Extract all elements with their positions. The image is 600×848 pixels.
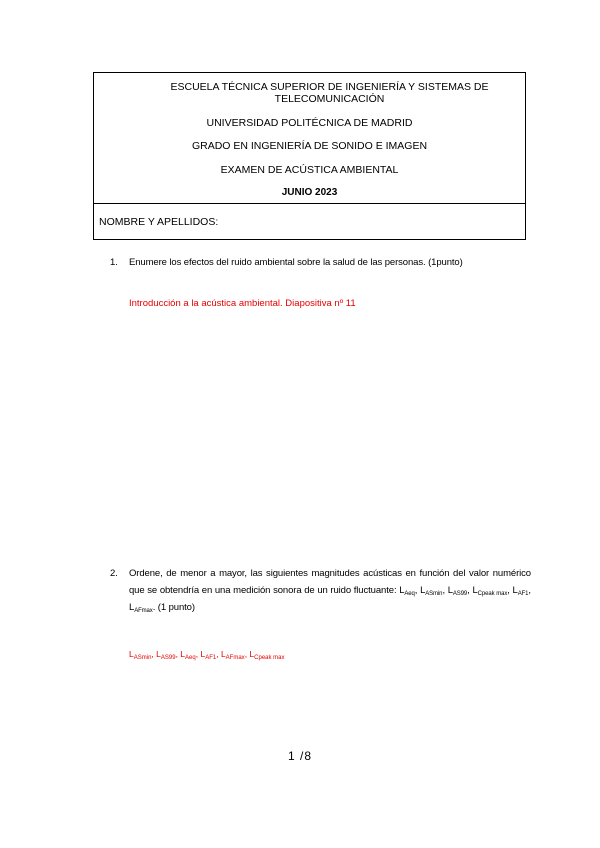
header-title-block bbox=[94, 73, 525, 204]
question-2-magnitude-sub: AFmax bbox=[134, 608, 153, 614]
question-2-magnitude bbox=[472, 585, 507, 596]
answer-2: $L_{ASmin}$, $L_{AS99}$, $L_{Aeq}$, $L_{AF1}$, $L_{AFmax}$, $L_{Cpeak max}$ bbox=[129, 649, 285, 661]
answer-2-magnitude-sub: Aeq bbox=[185, 655, 196, 661]
question-2-magnitude-sub: AS99 bbox=[452, 591, 468, 597]
question-2-number: 2. bbox=[110, 568, 118, 579]
question-2-magnitude bbox=[399, 585, 415, 596]
question-2-magnitudes: $L_{Aeq}$, $L_{ASmin}$, $L_{AS99}$, $L_{Cpeak max}$, $L_{AF1}$, $L_{AFmax}$. bbox=[129, 585, 531, 614]
question-2-magnitude-sub: Cpeak max bbox=[477, 591, 508, 597]
answer-2-magnitude bbox=[200, 649, 216, 659]
question-2-magnitude-base: L bbox=[447, 585, 453, 596]
question-1-text: Enumere los efectos del ruido ambiental sobre la salud de las personas. (1punto) bbox=[129, 257, 463, 268]
answer-2-magnitude-base: L bbox=[129, 649, 134, 659]
question-2-magnitude-sub: AF1 bbox=[517, 591, 529, 597]
answer-2-magnitude-sub: Cpeak max bbox=[254, 655, 285, 661]
question-2-magnitude-base: L bbox=[399, 585, 405, 596]
question-2-text bbox=[129, 565, 531, 616]
question-2-magnitude bbox=[513, 585, 529, 596]
answer-2-magnitude bbox=[221, 649, 245, 659]
exam-title: EXAMEN DE ACÚSTICA AMBIENTAL bbox=[220, 164, 399, 176]
page-number: 1 /8 bbox=[287, 749, 312, 763]
question-2-magnitude-base: L bbox=[129, 602, 135, 613]
question-2-statement: Ordene, de menor a mayor, las siguientes magnitudes acústicas en función del valor numérico que se obtendría en una medición sonora de un ruido fluctuante: bbox=[129, 568, 531, 596]
university-name: UNIVERSIDAD POLITÉCNICA DE MADRID bbox=[206, 117, 413, 129]
question-2-magnitude-sub: ASmin bbox=[425, 591, 443, 597]
degree-name: GRADO EN INGENIERÍA DE SONIDO E IMAGEN bbox=[191, 140, 428, 152]
answer-2-magnitude-base: L bbox=[200, 649, 206, 659]
question-2-magnitude-base: L bbox=[420, 585, 426, 596]
question-2-magnitude bbox=[448, 585, 467, 596]
answer-2-magnitude-base: L bbox=[249, 649, 255, 659]
answer-2-magnitude bbox=[180, 649, 195, 659]
answer-2-magnitude-sub: AFmax bbox=[225, 655, 245, 661]
answer-1: Introducción a la acústica ambiental. Diapositiva nº 11 bbox=[129, 298, 356, 309]
question-2-magnitude-sub: Aeq bbox=[404, 591, 415, 597]
question-2-magnitude-base: L bbox=[472, 585, 478, 596]
question-2-magnitude bbox=[420, 585, 442, 596]
answer-2-magnitude bbox=[249, 649, 284, 659]
exam-date: JUNIO 2023 bbox=[281, 187, 338, 198]
answer-2-magnitude-base: L bbox=[180, 649, 186, 659]
answer-2-magnitude-base: L bbox=[156, 649, 161, 659]
answer-2-magnitude-sub: AF1 bbox=[205, 655, 217, 661]
question-2-points: (1 punto) bbox=[157, 602, 195, 613]
answer-2-magnitude-sub: AS99 bbox=[160, 655, 176, 661]
answer-2-magnitude-base: L bbox=[220, 649, 226, 659]
answer-2-magnitude bbox=[156, 649, 175, 659]
question-2-magnitude-base: L bbox=[512, 585, 518, 596]
answer-2-magnitude-sub: ASmin bbox=[133, 655, 152, 661]
name-field-label: NOMBRE Y APELLIDOS: bbox=[99, 216, 219, 228]
question-1-number: 1. bbox=[110, 257, 118, 268]
question-2-magnitude bbox=[129, 602, 153, 613]
answer-2-magnitude bbox=[129, 649, 151, 659]
school-name: ESCUELA TÉCNICA SUPERIOR DE INGENIERÍA Y SISTEMAS DE TELECOMUNICACIÓN bbox=[170, 81, 489, 105]
exam-header bbox=[93, 72, 526, 240]
